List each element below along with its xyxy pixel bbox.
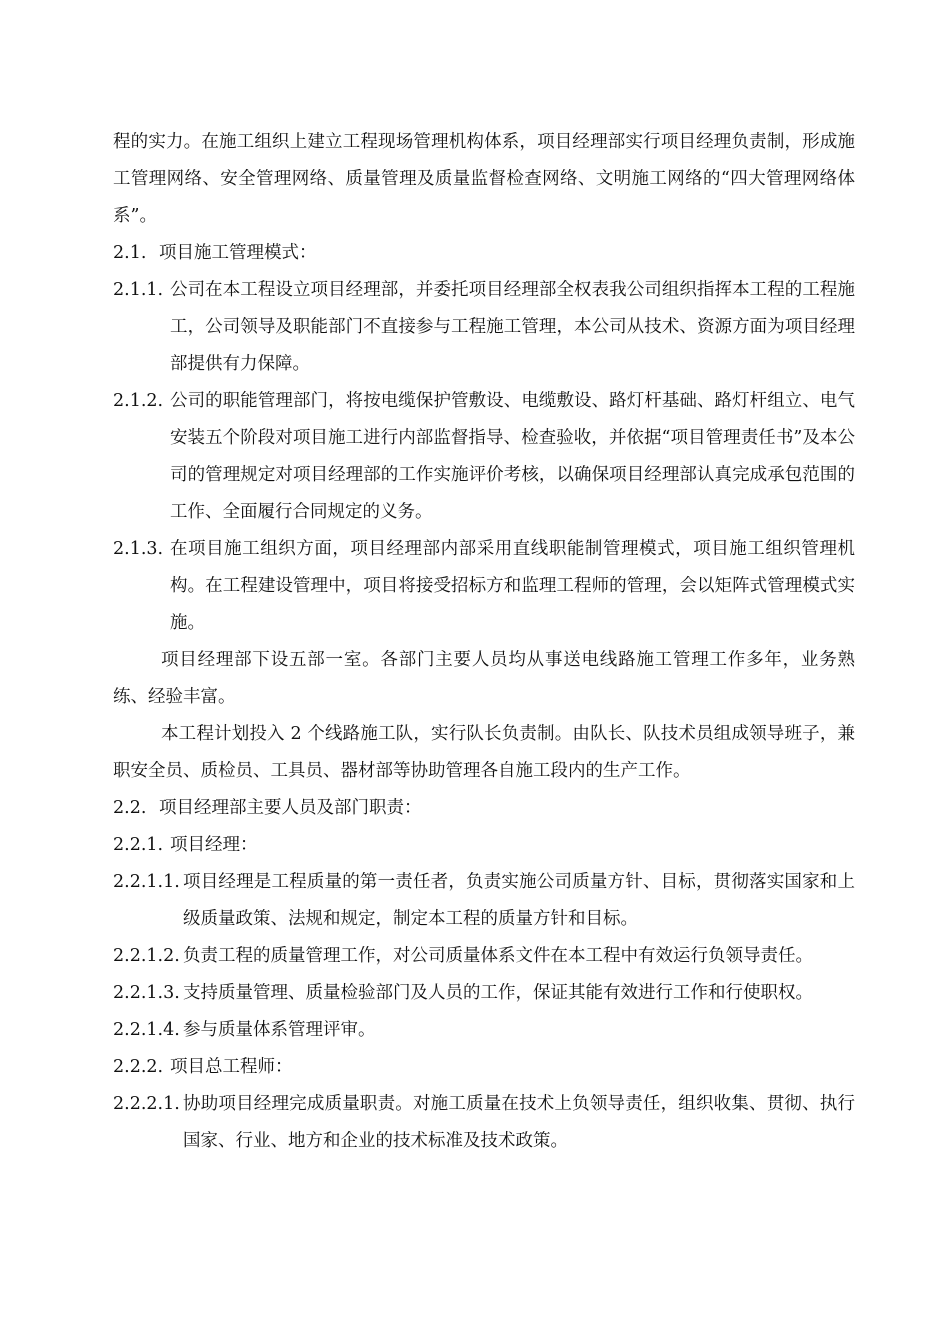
section-2-1-2 (113, 383, 855, 531)
section-number: 2.2. (113, 798, 147, 818)
section-text: 负责工程的质量管理工作，对公司质量体系文件在本工程中有效运行负领导责任。 (183, 946, 813, 966)
section-heading: 项目施工管理模式： (159, 243, 317, 263)
section-heading: 项目经理： (170, 835, 258, 855)
section-text: 项目经理是工程质量的第一责任者，负责实施公司质量方针、目标，贯彻落实国家和上级质量政策、法规和规定，制定本工程的质量方针和目标。 (183, 872, 855, 929)
section-text: 支持质量管理、质量检验部门及人员的工作，保证其能有效进行工作和行使职权。 (183, 983, 813, 1003)
section-number: 2.2.1.3. (113, 983, 180, 1003)
section-2-2-2 (113, 1049, 855, 1086)
section-number: 2.1. (113, 243, 147, 263)
section-2-1-3 (113, 531, 855, 642)
section-number: 2.2.1.2. (113, 946, 180, 966)
section-2-2-1-3 (113, 975, 855, 1012)
section-number: 2.2.2.1. (113, 1094, 180, 1114)
section-text: 在项目施工组织方面，项目经理部内部采用直线职能制管理模式，项目施工组织管理机构。在工程建设管理中，项目将接受招标方和监理工程师的管理，会以矩阵式管理模式实施。 (170, 539, 855, 633)
section-text: 协助项目经理完成质量职责。对施工质量在技术上负领导责任，组织收集、贯彻、执行国家、行业、地方和企业的技术标准及技术政策。 (183, 1094, 855, 1151)
body-paragraph: 项目经理部下设五部一室。各部门主要人员均从事送电线路施工管理工作多年，业务熟练、经验丰富。 (113, 650, 855, 707)
section-2-2-1-4 (113, 1012, 855, 1049)
section-number: 2.2.1. (113, 835, 164, 855)
section-heading: 项目总工程师： (170, 1057, 293, 1077)
document-body (113, 124, 855, 1160)
section-number: 2.1.2. (113, 391, 164, 411)
section-2-2-1-1 (113, 864, 855, 938)
section-number: 2.2.1.1. (113, 872, 180, 892)
section-2-2-1 (113, 827, 855, 864)
section-text: 公司在本工程设立项目经理部，并委托项目经理部全权表我公司组织指挥本工程的工程施工，公司领导及职能部门不直接参与工程施工管理，本公司从技术、资源方面为项目经理部提供有力保障。 (170, 280, 855, 374)
section-text: 公司的职能管理部门，将按电缆保护管敷设、电缆敷设、路灯杆基础、路灯杆组立、电气安装五个阶段对项目施工进行内部监督指导、检查验收，并依据“项目管理责任书”及本公司的管理规定对项目经理部的工作实施评价考核，以确保项目经理部认真完成承包范围的工作、全面履行合同规定的义务。 (170, 391, 855, 522)
body-paragraph: 本工程计划投入 2 个线路施工队，实行队长负责制。由队长、队技术员组成领导班子，兼职安全员、质检员、工具员、器材部等协助管理各自施工段内的生产工作。 (113, 724, 855, 781)
section-2-2-2-1 (113, 1086, 855, 1160)
section-2-1-1 (113, 272, 855, 383)
section-number: 2.1.3. (113, 539, 164, 559)
section-number: 2.2.2. (113, 1057, 164, 1077)
section-2-2 (113, 790, 855, 827)
section-2-2-1-2 (113, 938, 855, 975)
section-number: 2.2.1.4. (113, 1020, 180, 1040)
section-heading: 项目经理部主要人员及部门职责： (159, 798, 422, 818)
intro-paragraph: 程的实力。在施工组织上建立工程现场管理机构体系，项目经理部实行项目经理负责制，形成施工管理网络、安全管理网络、质量管理及质量监督检查网络、文明施工网络的“四大管理网络体系”。 (113, 132, 855, 226)
section-2-1 (113, 235, 855, 272)
section-text: 参与质量体系管理评审。 (183, 1020, 376, 1040)
section-number: 2.1.1. (113, 280, 164, 300)
